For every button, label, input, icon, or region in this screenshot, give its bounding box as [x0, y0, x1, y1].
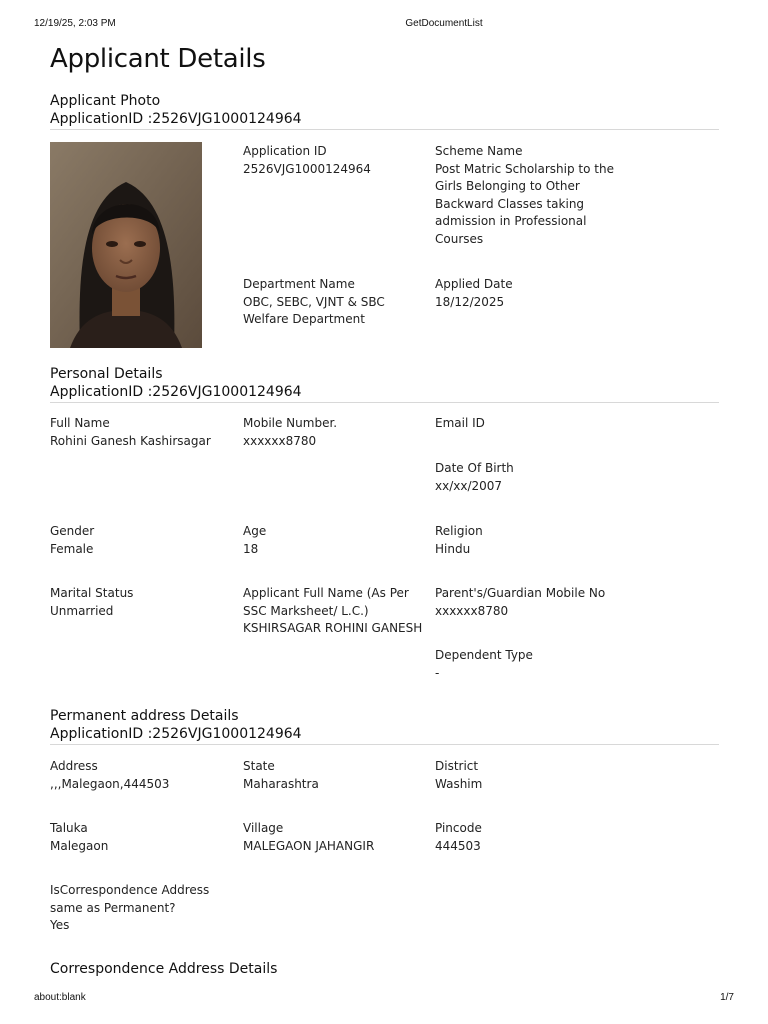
field-label: Application ID	[243, 144, 327, 158]
field-value: Unmarried	[50, 603, 114, 618]
applicant-photo	[50, 142, 202, 348]
field-value: Post Matric Scholarship to the Girls Belonging to Other Backward Classes taking admission in Professional Courses	[435, 161, 614, 246]
applicant-photo-image	[50, 142, 202, 348]
field-label: Address	[50, 759, 98, 773]
field-is-correspondence-same	[50, 882, 225, 935]
permanent-address-section-header	[50, 707, 719, 745]
section-title: Applicant Photo	[50, 93, 161, 109]
field-email-id	[435, 415, 625, 433]
field-label: Date Of Birth	[435, 461, 514, 475]
field-label: Department Name	[243, 277, 355, 291]
field-value: Yes	[50, 918, 70, 932]
field-application-id	[243, 143, 433, 178]
field-label: Dependent Type	[435, 648, 533, 662]
personal-details-section-header	[50, 365, 719, 403]
field-value: xxxxxx8780	[435, 603, 509, 618]
field-value: Female	[50, 541, 94, 556]
field-label: Email ID	[435, 416, 485, 430]
field-value: KSHIRSAGAR ROHINI GANESH	[243, 621, 423, 635]
field-value: Maharashtra	[243, 776, 319, 791]
field-value: MALEGAON JAHANGIR	[243, 838, 375, 853]
print-doc-title: GetDocumentList	[405, 18, 483, 29]
field-label: Scheme Name	[435, 144, 523, 158]
field-marital-status	[50, 585, 240, 620]
field-label: Religion	[435, 524, 483, 538]
field-applicant-full-name-ssc	[243, 585, 431, 638]
field-date-of-birth	[435, 460, 625, 495]
field-value: ,,,Malegaon,444503	[50, 776, 170, 791]
field-applied-date	[435, 276, 625, 311]
section-title: Permanent address Details	[50, 708, 239, 724]
field-scheme-name	[435, 143, 635, 248]
applicant-photo-section-header	[50, 92, 719, 130]
field-label: Mobile Number.	[243, 416, 338, 430]
field-value: 444503	[435, 838, 481, 853]
field-value: Hindu	[435, 541, 471, 556]
field-value: Rohini Ganesh Kashirsagar	[50, 433, 211, 448]
field-age	[243, 523, 433, 558]
field-gender	[50, 523, 240, 558]
section-title: Correspondence Address Details	[50, 961, 278, 977]
field-mobile-number	[243, 415, 433, 450]
section-title: Personal Details	[50, 366, 163, 382]
field-taluka	[50, 820, 240, 855]
field-district	[435, 758, 625, 793]
field-village	[243, 820, 433, 855]
print-page-number: 1/7	[720, 992, 734, 1003]
field-label: Age	[243, 524, 267, 538]
field-label: IsCorrespondence Address same as Permanent?	[50, 883, 210, 915]
field-value: -	[435, 665, 440, 680]
application-id-line: ApplicationID :2526VJG1000124964	[50, 111, 302, 127]
field-value: xx/xx/2007	[435, 478, 503, 493]
page-title: Applicant Details	[50, 44, 266, 74]
field-value: Washim	[435, 776, 483, 791]
print-header	[0, 18, 768, 32]
field-label: Gender	[50, 524, 95, 538]
field-label: Parent's/Guardian Mobile No	[435, 586, 606, 600]
field-label: Applied Date	[435, 277, 513, 291]
field-label: Pincode	[435, 821, 482, 835]
field-value: 2526VJG1000124964	[243, 161, 371, 176]
field-value: 18/12/2025	[435, 294, 505, 309]
field-label: Village	[243, 821, 284, 835]
application-id-line: ApplicationID :2526VJG1000124964	[50, 726, 302, 742]
print-url: about:blank	[34, 992, 86, 1003]
application-id-line: ApplicationID :2526VJG1000124964	[50, 384, 302, 400]
correspondence-address-section-header	[50, 960, 719, 979]
field-department-name	[243, 276, 433, 329]
field-address	[50, 758, 240, 793]
field-value: OBC, SEBC, VJNT & SBC Welfare Department	[243, 294, 385, 326]
field-label: Marital Status	[50, 586, 134, 600]
field-full-name	[50, 415, 240, 450]
field-religion	[435, 523, 625, 558]
field-label: Taluka	[50, 821, 88, 835]
field-dependent-type	[435, 647, 625, 682]
field-pincode	[435, 820, 625, 855]
field-label: Applicant Full Name (As Per SSC Marksheet/ L.C.)	[243, 586, 409, 618]
print-footer	[0, 992, 768, 1006]
field-label: Full Name	[50, 416, 110, 430]
field-value: xxxxxx8780	[243, 433, 317, 448]
field-value: Malegaon	[50, 838, 109, 853]
field-guardian-mobile	[435, 585, 635, 620]
print-datetime: 12/19/25, 2:03 PM	[34, 18, 116, 29]
field-label: District	[435, 759, 479, 773]
field-value: 18	[243, 541, 259, 556]
field-label: State	[243, 759, 275, 773]
field-state	[243, 758, 433, 793]
